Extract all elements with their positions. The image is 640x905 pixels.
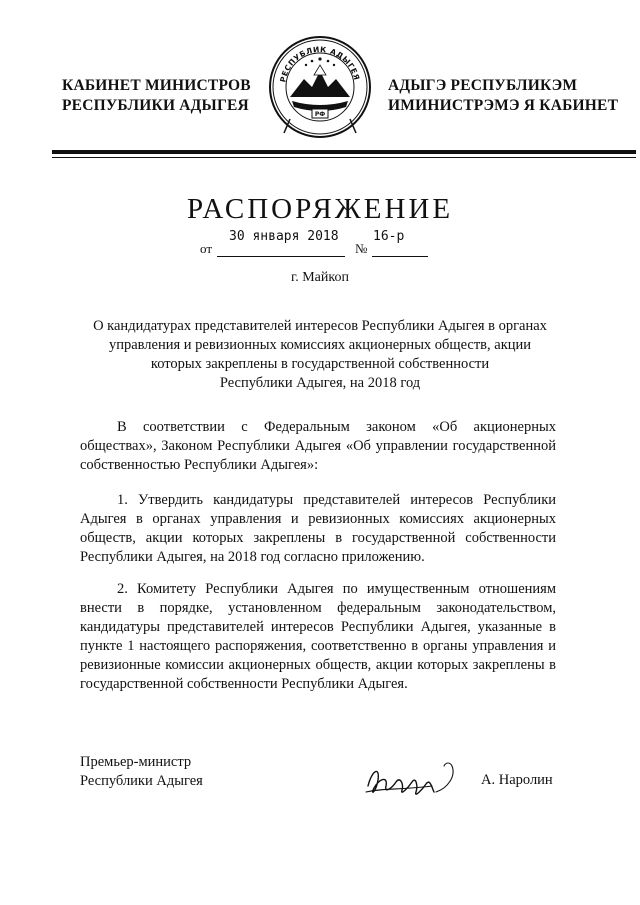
issuer-name-line2: РЕСПУБЛИКИ АДЫГЕЯ — [62, 97, 249, 114]
document-date: 30 января 2018 — [229, 229, 339, 244]
date-prefix: от — [200, 241, 213, 256]
header-divider-thin — [52, 157, 636, 158]
header-divider-thick — [52, 150, 636, 154]
signatory-name: А. Наролин — [481, 772, 553, 788]
subject-line4: Республики Адыгея, на 2018 год — [219, 375, 421, 391]
signatory-title — [80, 753, 203, 791]
issuer-name-russian — [62, 76, 251, 116]
preamble-paragraph: В соответствии с Федеральным законом «Об акционерных обществах», Законом Республики Адыгея «Об управлении государственной собственностью Республики Адыгея»: — [80, 419, 556, 473]
subject-line1: О кандидатурах представителей интересов Республики Адыгея в органах — [93, 318, 547, 334]
signatory-title-line1: Премьер-министр — [80, 754, 192, 770]
clause-1-paragraph: 1. Утвердить кандидатуры представителей интересов Республики Адыгея в органах управления и ревизионных комиссиях акционерных обществ, акции которых закреплены в государственной собственности Республики Адыгея, на 2018 год согласно приложению. — [80, 492, 556, 565]
document-subject — [62, 317, 578, 393]
signatory-title-line2: Республики Адыгея — [80, 773, 203, 789]
issuer-name-adyghe-line1: АДЫГЭ РЕСПУБЛИКЭМ — [388, 77, 578, 94]
number-label: № — [355, 241, 368, 256]
issuer-name-adyghe-line2: ИМИНИСТРЭМЭ Я КАБИНЕТ — [388, 97, 619, 114]
city-name: г. Майкоп — [291, 270, 349, 285]
svg-text:РЕСПУБЛИК АДЫГЕЯ: РЕСПУБЛИК АДЫГЕЯ — [278, 44, 362, 84]
coat-of-arms-icon — [268, 35, 372, 139]
document-title: РАСПОРЯЖЕНИЕ — [186, 193, 454, 225]
issuer-name-line1: КАБИНЕТ МИНИСТРОВ — [62, 77, 251, 94]
document-number: 16-р — [373, 229, 405, 244]
svg-text:РФ: РФ — [314, 111, 326, 118]
subject-line3: которых закреплены в государственной собственности — [150, 356, 490, 372]
issuer-name-adyghe — [388, 76, 618, 116]
number-underline — [372, 256, 428, 257]
handwritten-signature — [362, 758, 466, 804]
date-underline — [217, 256, 345, 257]
subject-line2: управления и ревизионных комиссиях акционерных обществ, акции — [108, 337, 532, 353]
date-number-row — [0, 229, 640, 261]
clause-2-paragraph: 2. Комитету Республики Адыгея по имущественным отношениям внести в порядке, установленном федеральным законодательством, кандидатуры представителей интересов Республики Адыгея, указанные в пункте 1 настоящего распоряжения, соответственно в органы управления и ревизионные комиссии акционерных обществ, акции которых закреплены в государственной собственности Республики Адыгея. — [80, 581, 556, 692]
